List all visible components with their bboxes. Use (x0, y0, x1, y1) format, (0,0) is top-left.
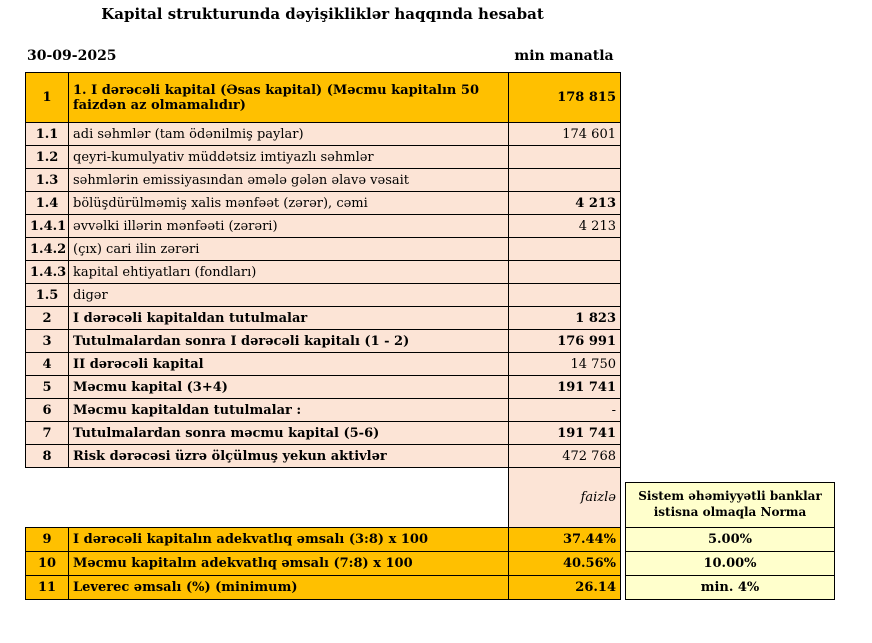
table-row (26, 376, 621, 399)
table-row (26, 169, 621, 192)
row-label: Leverec əmsalı (%) (minimum) (69, 576, 509, 600)
ratio-row (26, 552, 621, 576)
row-number: 11 (26, 576, 69, 600)
table-row (26, 215, 621, 238)
table-row (26, 422, 621, 445)
row-label: I dərəcəli kapitalın adekvatlıq əmsalı (3:8) x 100 (69, 528, 509, 552)
row-value: 4 213 (509, 215, 621, 238)
row-number: 10 (26, 552, 69, 576)
row-number: 7 (26, 422, 69, 445)
row-label: adi səhmlər (tam ödənilmiş paylar) (69, 123, 509, 146)
row-number: 5 (26, 376, 69, 399)
row-number: 1.5 (26, 284, 69, 307)
row-label: Risk dərəcəsi üzrə ölçülmuş yekun aktivlər (69, 445, 509, 468)
row-value: 178 815 (509, 73, 621, 123)
row-value (509, 169, 621, 192)
row-number: 1.4.1 (26, 215, 69, 238)
row-number: 8 (26, 445, 69, 468)
row-number: 2 (26, 307, 69, 330)
row-value (509, 238, 621, 261)
table-row (26, 399, 621, 422)
table-row (26, 307, 621, 330)
row-value: 14 750 (509, 353, 621, 376)
row-label: II dərəcəli kapital (69, 353, 509, 376)
row-label: I dərəcəli kapitaldan tutulmalar (69, 307, 509, 330)
report-title: Kapital strukturunda dəyişikliklər haqqında hesabat (101, 5, 544, 23)
row-value: 176 991 (509, 330, 621, 353)
ratio-row (26, 528, 621, 552)
ratio-row (26, 576, 621, 600)
row-number: 6 (26, 399, 69, 422)
capital-structure-table (25, 72, 621, 600)
row-value: 191 741 (509, 376, 621, 399)
row-label: qeyri-kumulyativ müddətsiz imtiyazlı səhmlər (69, 146, 509, 169)
table-row (26, 192, 621, 215)
row-value: 1 823 (509, 307, 621, 330)
unit-label: min manatla (514, 48, 614, 64)
row-number: 1.4.2 (26, 238, 69, 261)
row-label: Məcmu kapitaldan tutulmalar : (69, 399, 509, 422)
empty-cell (26, 468, 509, 528)
row-number: 1.3 (26, 169, 69, 192)
row-value (509, 146, 621, 169)
row-number: 1.2 (26, 146, 69, 169)
percent-label: faizlə (509, 468, 621, 528)
row-label: əvvəlki illərin mənfəəti (zərəri) (69, 215, 509, 238)
table-row (26, 330, 621, 353)
row-value: - (509, 399, 621, 422)
table-row (26, 284, 621, 307)
table-row (26, 261, 621, 284)
row-label: digər (69, 284, 509, 307)
row-label: Məcmu kapitalın adekvatlıq əmsalı (7:8) x 100 (69, 552, 509, 576)
norma-value: min. 4% (625, 575, 835, 600)
row-label: Məcmu kapital (3+4) (69, 376, 509, 399)
row-label: Tutulmalardan sonra I dərəcəli kapitalı (1 - 2) (69, 330, 509, 353)
row-label: Tutulmalardan sonra məcmu kapital (5-6) (69, 422, 509, 445)
row-number: 9 (26, 528, 69, 552)
table-row (26, 238, 621, 261)
row-value: 174 601 (509, 123, 621, 146)
capital-table-body (26, 73, 621, 600)
percent-row (26, 468, 621, 528)
table-row (26, 353, 621, 376)
norma-column (625, 482, 835, 600)
row-number: 1 (26, 73, 69, 123)
norma-value: 10.00% (625, 551, 835, 576)
row-label: bölüşdürülməmiş xalis mənfəət (zərər), cəmi (69, 192, 509, 215)
row-number: 3 (26, 330, 69, 353)
report-date: 30-09-2025 (27, 48, 117, 64)
row-number: 1.1 (26, 123, 69, 146)
table-row (26, 445, 621, 468)
row-value (509, 284, 621, 307)
row-label: kapital ehtiyatları (fondları) (69, 261, 509, 284)
table-row (26, 73, 621, 123)
row-value: 26.14 (509, 576, 621, 600)
row-value (509, 261, 621, 284)
row-value: 191 741 (509, 422, 621, 445)
table-row (26, 123, 621, 146)
table-row (26, 146, 621, 169)
row-label: 1. I dərəcəli kapital (Əsas kapital) (Məcmu kapitalın 50 faizdən az olmamalıdır) (69, 73, 509, 123)
norma-value: 5.00% (625, 527, 835, 552)
norma-header: Sistem əhəmiyyətli banklar istisna olmaqla Norma (625, 482, 835, 528)
row-value: 40.56% (509, 552, 621, 576)
row-number: 1.4.3 (26, 261, 69, 284)
row-value: 4 213 (509, 192, 621, 215)
row-number: 4 (26, 353, 69, 376)
row-number: 1.4 (26, 192, 69, 215)
norma-cells (625, 527, 835, 600)
row-value: 37.44% (509, 528, 621, 552)
row-label: (çıx) cari ilin zərəri (69, 238, 509, 261)
row-label: səhmlərin emissiyasından əmələ gələn əlavə vəsait (69, 169, 509, 192)
row-value: 472 768 (509, 445, 621, 468)
